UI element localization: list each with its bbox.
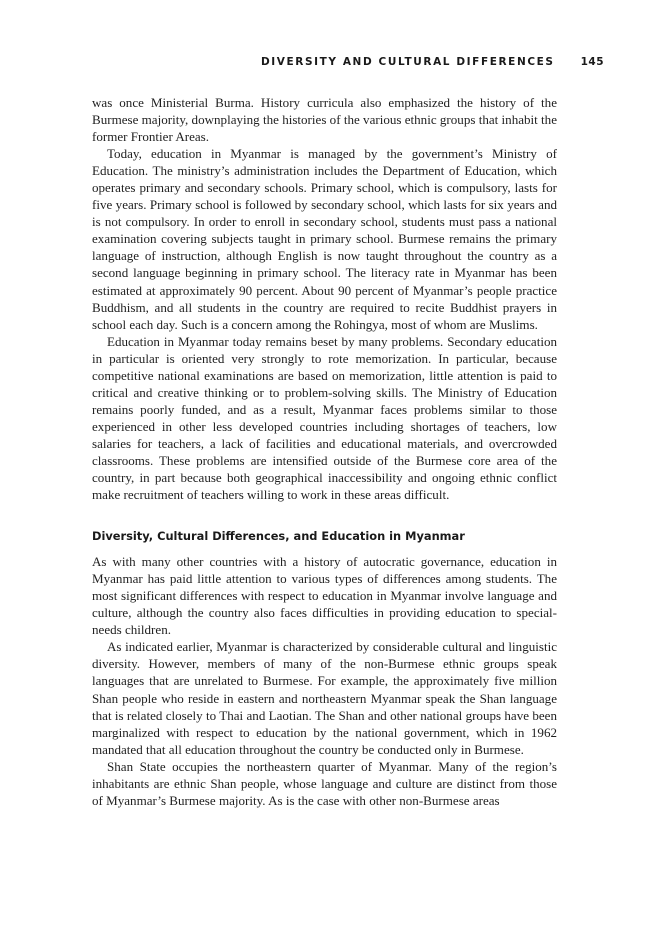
section-heading: Diversity, Cultural Differences, and Education in Myanmar bbox=[92, 529, 465, 544]
page-number: 145 bbox=[580, 56, 604, 68]
paragraph-differences: As with many other countries with a history of autocratic governance, education in Myanmar has paid little attention to various types of differences among students. The most significant differences with respect to education in Myanmar involve language and culture, although the country also faces difficulties in providing education to special-needs children. bbox=[92, 554, 557, 638]
paragraph-linguistic-diversity: As indicated earlier, Myanmar is characterized by considerable cultural and linguistic diversity. However, members of many of the non-Burmese ethnic groups speak languages that are unrelated to Burmese. For example, the approximately five million Shan people who reside in eastern and northeastern Myanmar speak the Shan language that is related closely to Thai and Laotian. The Shan and other national groups have been marginalized with respect to education by the national government, which in 1962 mandated that all education throughout the country be conducted only in Burmese. bbox=[92, 639, 557, 757]
paragraph-continued: was once Ministerial Burma. History curricula also emphasized the history of the Burmese majority, downplaying the histories of the various ethnic groups that inhabit the former Frontier Areas. bbox=[92, 95, 557, 145]
running-header bbox=[261, 56, 604, 68]
paragraph-shan-state: Shan State occupies the northeastern quarter of Myanmar. Many of the region’s inhabitants are ethnic Shan people, whose language and culture are distinct from those of Myanmar’s Burmese majority. As is the case with other non-Burmese areas bbox=[92, 758, 557, 808]
body-text bbox=[92, 94, 557, 809]
paragraph-education-today: Today, education in Myanmar is managed by the government’s Ministry of Education. The ministry’s administration includes the Department of Education, which operates primary and secondary schools. Primary school, which is compulsory, lasts for five years. Primary school is followed by secondary school, which lasts for six years and is not compulsory. In order to enroll in secondary school, students must pass a national examination covering subjects taught in primary school. Burmese remains the primary language of instruction, although English is now taught throughout the country as a second language beginning in primary school. The literacy rate in Myanmar has been estimated at approximately 90 percent. About 90 percent of Myanmar’s people practice Buddhism, and all students in the country are required to recite Buddhist prayers in school each day. Such is a concern among the Rohingya, most of whom are Muslims. bbox=[92, 146, 557, 332]
paragraph-education-problems: Education in Myanmar today remains beset by many problems. Secondary education in particular is oriented very strongly to rote memorization. In particular, because competitive national examinations are based on memorization, little attention is paid to critical and creative thinking or to problem-solving skills. The Ministry of Education remains poorly funded, and as a result, Myanmar faces problems similar to those experienced in other less developed countries including shortages of teachers, low salaries for teachers, a lack of facilities and educational materials, and overcrowded classrooms. These problems are intensified outside of the Burmese core area of the country, in part because both geographical inaccessibility and ongoing ethnic conflict make recruitment of teachers willing to work in these areas difficult. bbox=[92, 333, 557, 503]
running-title: DIVERSITY AND CULTURAL DIFFERENCES bbox=[260, 56, 555, 68]
